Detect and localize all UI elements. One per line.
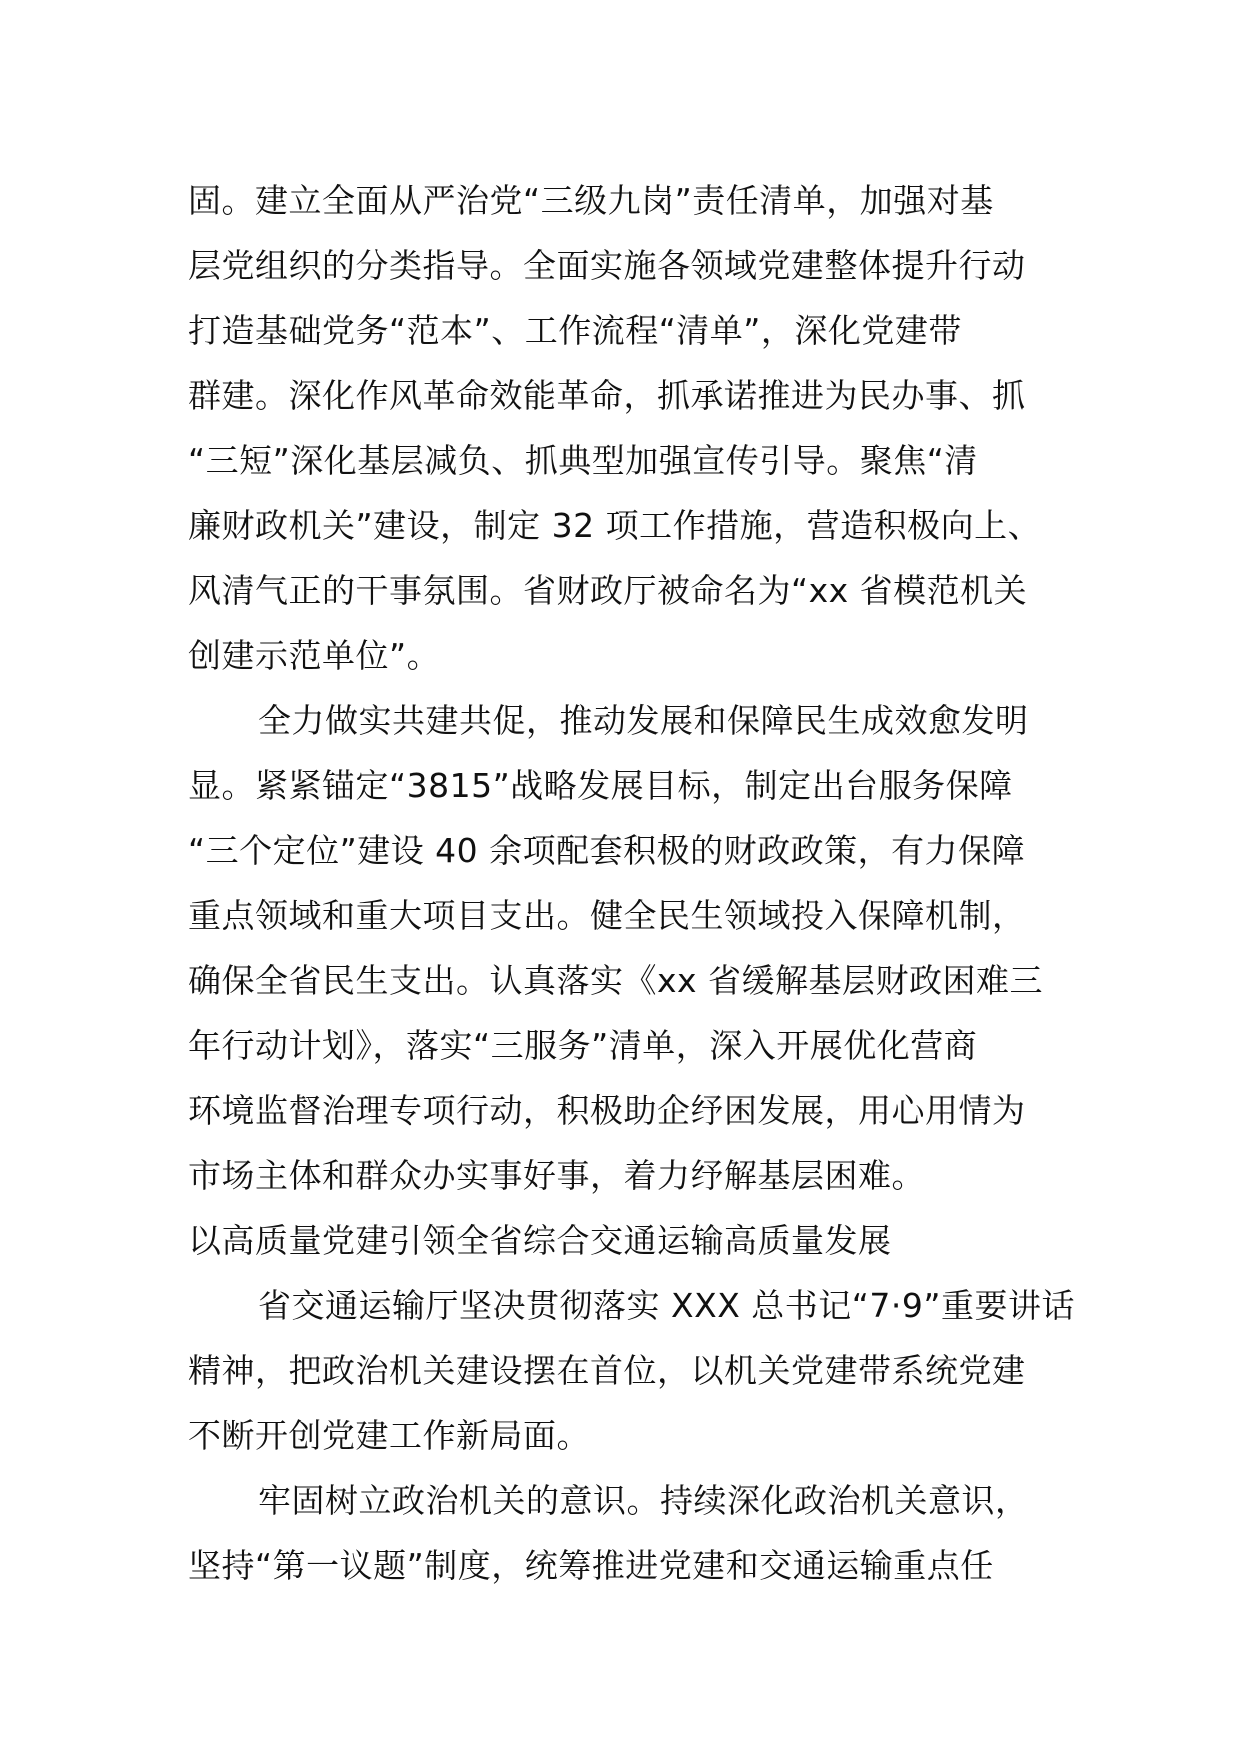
document-body: [188, 168, 1075, 1598]
text-line: 市场主体和群众办实事好事，着力纾解基层困难。: [188, 1156, 925, 1195]
text-line: 年行动计划》，落实“三服务”清单，深入开展优化营商: [188, 1026, 978, 1065]
text-line: 打造基础党务“范本”、工作流程“清单”，深化党建带: [188, 311, 962, 350]
text-line: 群建。深化作风革命效能革命，抓承诺推进为民办事、抓: [188, 376, 1026, 415]
text-line: “三个定位”建设 40 余项配套积极的财政政策，有力保障: [188, 831, 1026, 870]
text-line: 风清气正的干事氛围。省财政厅被命名为“xx 省模范机关: [188, 571, 1028, 610]
text-line: “三短”深化基层减负、抓典型加强宣传引导。聚焦“清: [188, 441, 978, 480]
text-line: 牢固树立政治机关的意识。持续深化政治机关意识，: [258, 1481, 1029, 1520]
text-line: 廉财政机关”建设，制定 32 项工作措施，营造积极向上、: [188, 506, 1042, 545]
text-line: 创建示范单位”。: [188, 636, 441, 675]
text-line: 全力做实共建共促，推动发展和保障民生成效愈发明: [258, 701, 1029, 740]
text-line: 层党组织的分类指导。全面实施各领域党建整体提升行动: [188, 246, 1026, 285]
text-line: 环境监督治理专项行动，积极助企纾困发展，用心用情为: [188, 1091, 1026, 1130]
text-line: 显。紧紧锚定“3815”战略发展目标，制定出台服务保障: [188, 766, 1013, 805]
text-line: 确保全省民生支出。认真落实《xx 省缓解基层财政困难三: [188, 961, 1044, 1000]
text-line: 固。建立全面从严治党“三级九岗”责任清单，加强对基: [188, 181, 994, 220]
text-line: 重点领域和重大项目支出。健全民生领域投入保障机制，: [188, 896, 1026, 935]
text-line: 坚持“第一议题”制度，统筹推进党建和交通运输重点任: [188, 1546, 994, 1585]
text-line: 省交通运输厅坚决贯彻落实 XXX 总书记“7·9”重要讲话: [258, 1286, 1075, 1325]
text-line: 不断开创党建工作新局面。: [188, 1416, 590, 1455]
text-line: 以高质量党建引领全省综合交通运输高质量发展: [188, 1221, 892, 1260]
text-line: 精神，把政治机关建设摆在首位，以机关党建带系统党建: [188, 1351, 1026, 1390]
